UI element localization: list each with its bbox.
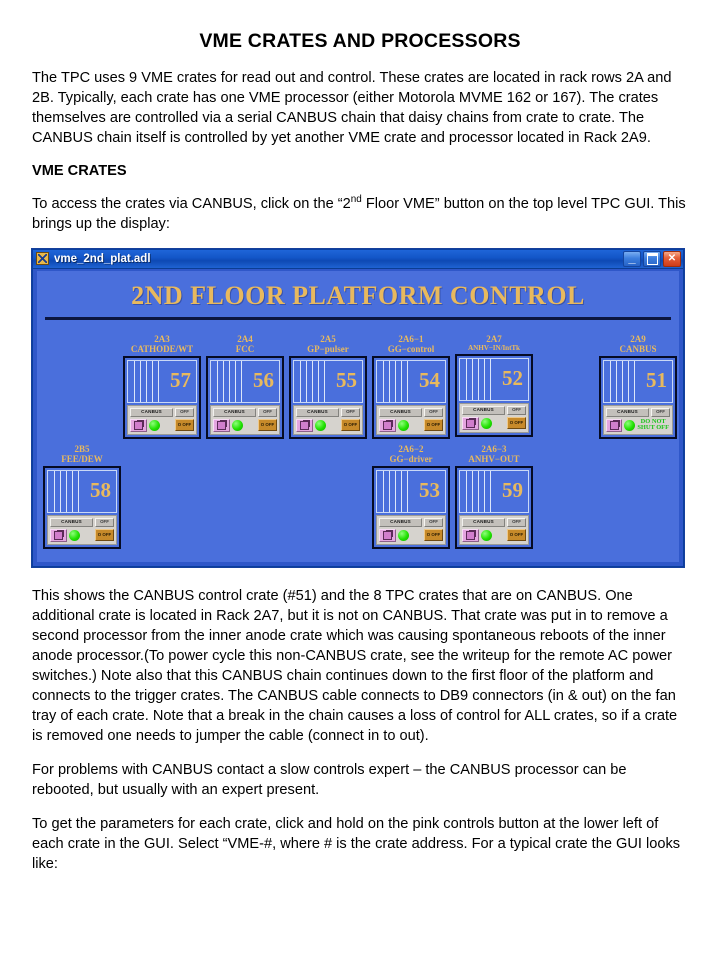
crate-name-label: ANHV−OUT — [468, 453, 520, 464]
crate-controls-menu-button[interactable] — [606, 419, 622, 432]
crate-slots — [47, 470, 117, 513]
crate-rack-label: 2B5 — [74, 443, 90, 454]
crate-slot-divider — [407, 361, 408, 402]
crate-number: 53 — [419, 478, 440, 503]
crate-label — [372, 444, 450, 464]
crate-area — [43, 334, 673, 552]
crate-rack-label: 2A6−3 — [481, 443, 507, 454]
crate-slot-divider — [324, 361, 325, 402]
canbus-status-bar: CANBUS — [379, 408, 422, 417]
crate-slots — [376, 470, 446, 513]
crate-off-button[interactable]: OFF — [175, 408, 194, 417]
crate-slot-divider — [466, 359, 467, 400]
crate-power-toggle-button[interactable]: O OFF — [95, 529, 114, 541]
crate-number: 57 — [170, 368, 191, 393]
crate-status-row — [213, 408, 277, 417]
crate-control-panel — [459, 515, 529, 545]
page-title: VME CRATES AND PROCESSORS — [199, 30, 521, 52]
window-title: vme_2nd_plat.adl — [54, 252, 151, 265]
crate-label — [599, 334, 677, 354]
crate-off-button[interactable]: OFF — [424, 408, 443, 417]
crate-box[interactable] — [455, 354, 533, 437]
crate-controls-menu-button[interactable] — [213, 419, 230, 432]
crate-name-label: FEE/DEW — [61, 453, 103, 464]
crate-unit — [599, 334, 677, 439]
crate-label — [206, 334, 284, 354]
crate-control-panel — [459, 403, 529, 433]
minimize-button[interactable] — [623, 251, 641, 267]
access-instruction-post: Floor VME” button on the top level TPC GUI. This brings up the display: — [32, 195, 686, 232]
crate-action-row — [130, 419, 194, 432]
crate-slots — [603, 360, 673, 403]
crate-power-toggle-button[interactable]: O OFF — [424, 419, 443, 431]
crate-slot-divider — [466, 471, 467, 512]
crate-power-led-icon — [481, 530, 492, 541]
warning-line-2: SHUT OFF — [637, 424, 669, 432]
canbus-status-bar: CANBUS — [379, 518, 422, 527]
crate-action-row — [379, 529, 443, 542]
crate-status-row — [296, 408, 360, 417]
crate-slot-divider — [484, 471, 485, 512]
crate-slots — [127, 360, 197, 403]
crate-slots — [210, 360, 280, 403]
section-heading-vme-crates: VME CRATES — [32, 162, 127, 179]
crate-unit — [123, 334, 201, 439]
crate-off-button[interactable]: OFF — [507, 518, 526, 527]
crate-slot-divider — [72, 471, 73, 512]
maximize-button[interactable] — [643, 251, 661, 267]
crate-slot-divider — [312, 361, 313, 402]
crate-unit — [43, 444, 121, 549]
crate-controls-menu-button[interactable] — [379, 419, 396, 432]
crate-number: 55 — [336, 368, 357, 393]
crate-unit — [289, 334, 367, 439]
crate-slot-divider — [395, 471, 396, 512]
crate-power-led-icon — [398, 530, 409, 541]
crate-action-row — [462, 417, 526, 430]
crate-box[interactable] — [372, 356, 450, 439]
app-icon — [36, 252, 49, 265]
crate-controls-menu-button[interactable] — [462, 417, 479, 430]
crate-slot-divider — [616, 361, 617, 402]
crate-action-row — [606, 419, 670, 432]
intro-paragraph: The TPC uses 9 VME crates for read out and control. These crates are located in rack rows 2A and 2B. Typically, each crate has one VME processor (either Motorola MVME 162 or 167). The crates themselves are controlled via a serial CANBUS chain that daisy chains from crate to crate. The CANBUS chain itself is controlled by yet another VME crate and processor located in Rack 2A9. — [32, 70, 672, 146]
crate-slot-divider — [478, 471, 479, 512]
close-icon: ✕ — [667, 252, 677, 264]
crate-slots — [459, 358, 529, 401]
crate-rack-label: 2A5 — [320, 333, 336, 344]
crate-slot-divider — [229, 361, 230, 402]
crate-unit — [206, 334, 284, 439]
crate-action-row — [296, 419, 360, 432]
crate-unit — [455, 444, 533, 549]
crate-slot-divider — [158, 361, 159, 402]
crate-box[interactable] — [599, 356, 677, 439]
crate-status-row — [130, 408, 194, 417]
crate-box[interactable] — [455, 466, 533, 549]
crate-slots — [459, 470, 529, 513]
crate-number: 54 — [419, 368, 440, 393]
crate-controls-menu-button[interactable] — [379, 529, 396, 542]
crate-slots — [293, 360, 363, 403]
canbus-status-bar: CANBUS — [462, 518, 505, 527]
panel-divider — [45, 317, 671, 320]
crate-action-row — [379, 419, 443, 432]
crate-box[interactable] — [206, 356, 284, 439]
figure-explanation-paragraph: This shows the CANBUS control crate (#51) and the 8 TPC crates that are on CANBUS. One additional crate is located in Rack 2A7, but it is not on CANBUS. That crate was put in to remove a second processor from the inner anode crate which was causing spontaneous reboots of the inner anode processor.(To power cycle this non-CANBUS crate, see the writeup for the remote AC power switches.) Note also that this CANBUS chain continues down to the first floor of the platform and connects to the trigger crates. The CANBUS cable connects to DB9 connectors (in & out) on the fan tray of each crate. Note that a break in the chain causes a loss of control for ALL crates, so if a crate is removed one needs to jumper the cable (connect in to out). — [32, 587, 678, 744]
crate-power-led-icon — [232, 420, 243, 431]
crate-action-row — [462, 529, 526, 542]
crate-slot-divider — [401, 471, 402, 512]
crate-name-label: CANBUS — [619, 343, 657, 354]
crate-number: 58 — [90, 478, 111, 503]
crate-slot-divider — [628, 361, 629, 402]
crate-rack-label: 2A7 — [486, 333, 502, 344]
crate-box[interactable] — [43, 466, 121, 549]
crate-slot-divider — [78, 471, 79, 512]
crate-power-toggle-button[interactable]: O OFF — [424, 529, 443, 541]
window-titlebar — [33, 250, 683, 269]
crate-control-panel — [376, 405, 446, 435]
crate-rack-label: 2A9 — [630, 333, 646, 344]
crate-slot-divider — [478, 359, 479, 400]
crate-slot-divider — [54, 471, 55, 512]
crate-name-label: CATHODE/WT — [130, 343, 194, 354]
crate-slot-divider — [217, 361, 218, 402]
access-instruction-pre: To access the crates via CANBUS, click on the “2 — [32, 195, 351, 212]
crate-label — [123, 334, 201, 354]
crate-power-toggle-button[interactable]: O OFF — [175, 419, 194, 431]
crate-label — [372, 334, 450, 354]
crate-number: 52 — [502, 366, 523, 391]
crate-off-button[interactable]: OFF — [507, 406, 526, 415]
crate-control-panel — [603, 405, 673, 435]
crate-off-button[interactable]: OFF — [424, 518, 443, 527]
canbus-status-bar: CANBUS — [462, 406, 505, 415]
crate-power-toggle-button[interactable]: O OFF — [341, 419, 360, 431]
crate-box[interactable] — [289, 356, 367, 439]
crate-controls-menu-button[interactable] — [462, 529, 479, 542]
panel-title: 2ND FLOOR PLATFORM CONTROL — [131, 280, 585, 310]
ordinal-suffix: nd — [350, 193, 362, 205]
crate-status-row — [50, 518, 114, 527]
crate-name-label: FCC — [235, 343, 255, 354]
crate-power-led-icon — [624, 420, 635, 431]
crate-slot-divider — [300, 361, 301, 402]
crate-action-row — [213, 419, 277, 432]
canbus-status-bar: CANBUS — [213, 408, 256, 417]
vme-control-window — [32, 249, 684, 567]
crate-number: 51 — [646, 368, 667, 393]
crate-parameters-paragraph: To get the parameters for each crate, click and hold on the pink controls button at the lower left of each crate in the GUI. Select “VME-#, where # is the crate address. For a typical crate the GUI looks like: — [32, 815, 681, 872]
crate-slot-divider — [389, 471, 390, 512]
crate-box[interactable] — [372, 466, 450, 549]
crate-power-led-icon — [315, 420, 326, 431]
crate-name-label: GG−control — [387, 343, 435, 354]
crate-control-panel — [127, 405, 197, 435]
crate-slot-divider — [383, 471, 384, 512]
crate-controls-menu-button[interactable] — [50, 529, 67, 542]
crate-slot-divider — [490, 471, 491, 512]
close-button[interactable] — [663, 251, 681, 267]
do-not-shut-off-warning — [637, 419, 670, 432]
crate-slot-divider — [235, 361, 236, 402]
crate-controls-menu-button[interactable] — [130, 419, 147, 432]
crate-box[interactable] — [123, 356, 201, 439]
maximize-icon — [644, 252, 660, 266]
crate-slot-divider — [401, 361, 402, 402]
crate-slot-divider — [146, 361, 147, 402]
canbus-status-bar: CANBUS — [50, 518, 93, 527]
crate-control-panel — [293, 405, 363, 435]
crate-control-panel — [376, 515, 446, 545]
canbus-status-bar: CANBUS — [130, 408, 173, 417]
crate-status-row — [606, 408, 670, 417]
crate-slot-divider — [622, 361, 623, 402]
crate-unit — [372, 444, 450, 549]
crate-control-panel — [47, 515, 117, 545]
access-instruction-paragraph — [32, 193, 688, 235]
crate-label — [289, 334, 367, 354]
crate-off-button[interactable]: OFF — [341, 408, 360, 417]
crate-label — [43, 444, 121, 464]
canbus-problems-paragraph: For problems with CANBUS contact a slow controls expert – the CANBUS processor can be rebooted, but usually with an expert present. — [32, 761, 627, 798]
crate-rack-label: 2A6−1 — [398, 333, 424, 344]
crate-controls-menu-button[interactable] — [296, 419, 313, 432]
crate-slot-divider — [472, 359, 473, 400]
crate-power-toggle-button[interactable]: O OFF — [507, 417, 526, 429]
crate-label — [455, 334, 533, 352]
canbus-status-bar: CANBUS — [296, 408, 339, 417]
crate-number: 56 — [253, 368, 274, 393]
crate-slot-divider — [60, 471, 61, 512]
crate-slots — [376, 360, 446, 403]
crate-status-row — [462, 406, 526, 415]
crate-rack-label: 2A3 — [154, 333, 170, 344]
window-buttons — [623, 251, 681, 267]
crate-name-label: GP−pulser — [307, 343, 349, 354]
crate-slot-divider — [407, 471, 408, 512]
crate-status-row — [379, 518, 443, 527]
crate-name-label: GG−driver — [389, 453, 433, 464]
crate-off-button[interactable]: OFF — [258, 408, 277, 417]
crate-unit — [455, 334, 533, 437]
crate-power-led-icon — [481, 418, 492, 429]
crate-action-row — [50, 529, 114, 542]
crate-off-button[interactable]: OFF — [651, 408, 670, 417]
crate-slot-divider — [490, 359, 491, 400]
crate-power-toggle-button[interactable]: O OFF — [507, 529, 526, 541]
crate-slot-divider — [241, 361, 242, 402]
crate-slot-divider — [389, 361, 390, 402]
window-body — [33, 269, 683, 566]
crate-slot-divider — [318, 361, 319, 402]
crate-slot-divider — [472, 471, 473, 512]
crate-name-label: ANHV−IN/IntTk — [468, 343, 520, 352]
crate-slot-divider — [66, 471, 67, 512]
crate-number: 59 — [502, 478, 523, 503]
crate-power-led-icon — [69, 530, 80, 541]
warning-line-1: DO NOT — [640, 417, 666, 425]
crate-power-led-icon — [149, 420, 160, 431]
crate-off-button[interactable]: OFF — [95, 518, 114, 527]
crate-slot-divider — [610, 361, 611, 402]
crate-rack-label: 2A4 — [237, 333, 253, 344]
crate-power-led-icon — [398, 420, 409, 431]
crate-slot-divider — [140, 361, 141, 402]
crate-power-toggle-button[interactable]: O OFF — [258, 419, 277, 431]
crate-slot-divider — [484, 359, 485, 400]
canbus-status-bar: CANBUS — [606, 408, 649, 417]
crate-slot-divider — [395, 361, 396, 402]
crate-label — [455, 444, 533, 464]
crate-unit — [372, 334, 450, 439]
crate-control-panel — [210, 405, 280, 435]
crate-slot-divider — [152, 361, 153, 402]
crate-rack-label: 2A6−2 — [398, 443, 424, 454]
crate-slot-divider — [134, 361, 135, 402]
crate-status-row — [379, 408, 443, 417]
crate-slot-divider — [306, 361, 307, 402]
crate-slot-divider — [223, 361, 224, 402]
minimize-icon: _ — [628, 249, 636, 265]
crate-slot-divider — [383, 361, 384, 402]
crate-slot-divider — [634, 361, 635, 402]
crate-status-row — [462, 518, 526, 527]
